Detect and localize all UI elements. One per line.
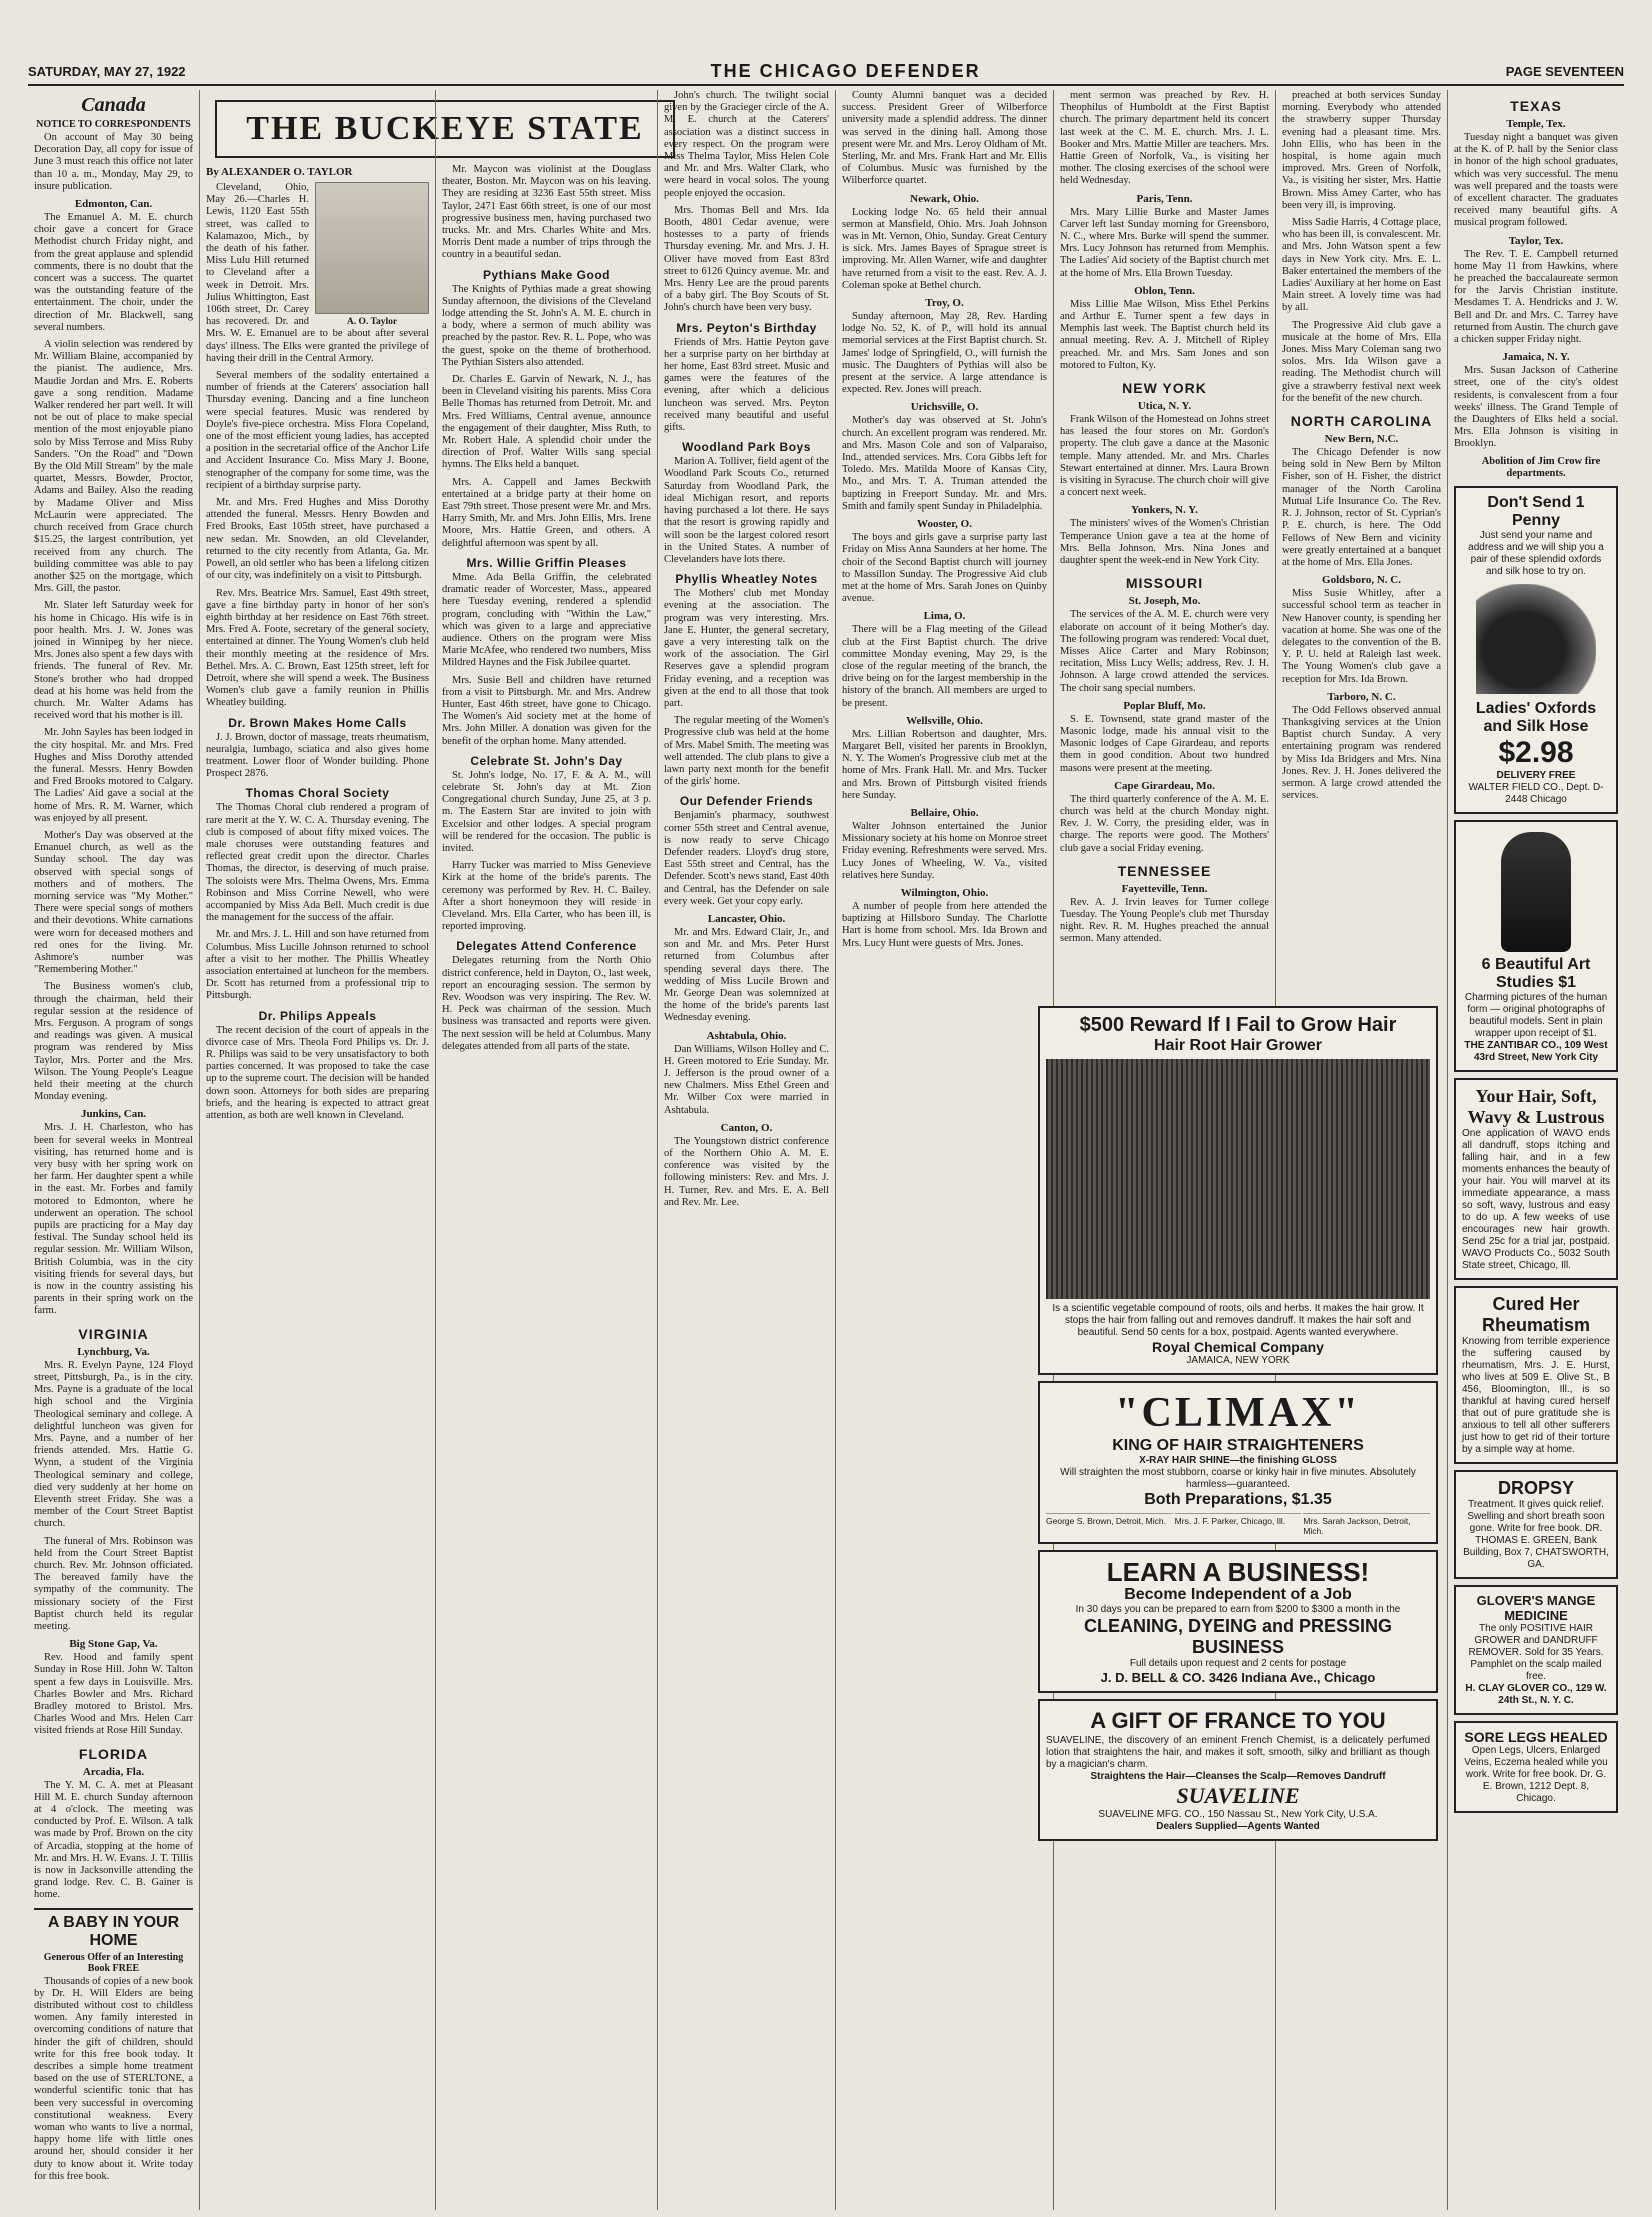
suaveline-ad (1038, 1699, 1438, 1841)
article-paragraph: J. J. Brown, doctor of massage, treats rheumatism, neuralgia, lumbago, sciatica and also gives home treatment. Lower floor of Wonder building. Phone Prospect 2876. (206, 731, 429, 780)
article-heading: Delegates Attend Conference (456, 939, 637, 954)
hair-ad-text: Is a scientific vegetable compound of roots, oils and herbs. It makes the hair grow. It stops the hair from falling out and removes dandruff. It makes the hair soft and beautiful. Send 50 cents for a box, postpaid. Agents wanted everywhere. (1052, 1303, 1424, 1338)
article-paragraph: Miss Susie Whitley, after a successful school term as teacher in New Hanover county, is spending her vacation at home. She was one of the delegates to the convention of the B. Y. P. U. held at Raleigh last week. The Young Women's club gave a reception for Mrs. Ida Brown. (1282, 588, 1441, 685)
article-paragraph: Harry Tucker was married to Miss Genevieve Kirk at the home of the bride's parents. The ceremony was performed by Rev. H. C. Bailey. After a short honeymoon they will reside in Cleveland. Mrs. Ella Carter, who has been ill, is reported improving. (442, 860, 651, 933)
article-heading: Pythians Make Good (482, 267, 611, 282)
dealer-list (1046, 1513, 1430, 1536)
column-2 (200, 90, 436, 2210)
suaveline-ad-text: SUAVELINE, the discovery of an eminent French Chemist, is a delicately perfumed lotion that straightens the hair, and makes it soft, smooth, silky and brilliant as though by a magician's charm. (1046, 1735, 1430, 1770)
town-heading: Temple, Tex. (1506, 118, 1566, 130)
article-paragraph: The ministers' wives of the Women's Christian Temperance Union gave a tea at the home of Mrs. Bella Johnson. Mrs. Nina Jones and daughter spent the week-end in New York City. (1060, 518, 1269, 567)
glover-ad-text: The only POSITIVE HAIR GROWER and DANDRUFF REMOVER. Sold for 35 Years. Pamphlet on the scalp mailed free. (1468, 1623, 1604, 1683)
glover-ad (1454, 1585, 1618, 1715)
masthead-date: SATURDAY, MAY 27, 1922 (28, 63, 186, 79)
baby-ad (34, 1908, 193, 2183)
article-paragraph: ment sermon was preached by Rev. H. Theophilus of Humboldt at the First Baptist church. The primary department held its concert last week at the C. M. E. church. Mrs. J. L. Booker and Mrs. Mattie Miller are teachers. Mrs. Hattie Green of Norfolk, Va., is visiting her mother. The closing exercises of the school were held Wednesday. (1060, 90, 1269, 187)
baby-ad-sub: Generous Offer of an Interesting Book FREE (43, 1951, 184, 1974)
town-heading: Jamaica, N. Y. (1502, 351, 1570, 364)
hair-grower-ad (1038, 1006, 1438, 1375)
notice-title: NOTICE TO CORRESPONDENTS (36, 119, 191, 130)
baby-ad-text: Thousands of copies of a new book by Dr. H. Will Elders are being distributed without cost to childless women. Any family interested in overcoming conditions of nature that hinder the gift of children, should write for this free book today. It describes a simple home treatment based on the use of STERLTONE, a wonderful scientific tonic that has been very successful in overcoming constitutional weakness. Every woman who wants to live a normal, happy home life with little ones around her, should consider it her duty to know about it. Write today for this free book. (34, 1975, 193, 2182)
article-paragraph: Mr. and Mrs. J. L. Hill and son have returned from Columbus. Miss Lucille Johnson returned to school after a visit to her mother. The Phillis Wheatley association entertained at luncheon for the members. Dr. Scott has returned from a professional trip to Pittsburgh. (206, 929, 429, 1002)
article-heading: Thomas Choral Society (245, 786, 390, 801)
masthead-page: PAGE SEVENTEEN (1505, 63, 1624, 79)
suaveline-brand: SUAVELINE (1176, 1783, 1300, 1808)
state-heading-north-carolina: NORTH CAROLINA (1290, 413, 1433, 430)
article-heading: Woodland Park Boys (682, 440, 811, 455)
dealer-entry: Mrs. Sarah Jackson, Detroit, Mich. (1303, 1513, 1430, 1536)
dealer-entry: George S. Brown, Detroit, Mich. (1046, 1513, 1173, 1536)
state-heading-new-york: NEW YORK (1122, 380, 1207, 397)
town-heading: Goldsboro, N. C. (1322, 574, 1401, 587)
article-paragraph: preached at both services Sunday morning. Everybody who attended the strawberry supper Thursday evening had a pleasant time. Mrs. John Ellis, who has been in the hospital, is home again much improved. Mrs. Green of Norfolk, Va., is visiting her sister, Mrs. Hattie Brown. Miss Amey Carter, who has been very ill, is improving. (1282, 90, 1441, 211)
masthead-title: THE CHICAGO DEFENDER (710, 60, 981, 81)
sore-legs-ad-title: SORE LEGS HEALED (1464, 1729, 1608, 1746)
sore-legs-ad (1454, 1721, 1618, 1813)
article-paragraph: Mrs. Thomas Bell and Mrs. Ida Booth, 4801 Cedar avenue, were hostesses to a party of friends Thursday evening. Mr. and Mrs. J. H. Oliver have moved from East 83rd street to 6126 Quincy avenue. Mr. and Mrs. Henry Lee are the proud parents of a baby girl. The Boy Scouts of St. John's church have been very busy. (664, 204, 829, 314)
town-heading: Ashtabula, Ohio. (706, 1029, 787, 1042)
shoes-ad (1454, 486, 1618, 814)
article-paragraph: The services of the A. M. E. church were very elaborate on account of it being Mother's day. The following program was rendered: Vocal duet, Misses Alice Carter and Mary Robinson; recitation, Miss Lucy Wells; address, Rev. J. H. Johnson. A large crowd attended the services. The choir sang special numbers. (1060, 609, 1269, 694)
wavo-ad (1454, 1078, 1618, 1280)
article-paragraph: S. E. Townsend, state grand master of the Masonic lodge, made his annual visit to the Masonic lodges of Cape Girardeau, and reports them in good condition. About two hundred masons were present at the meeting. (1060, 713, 1269, 774)
town-heading: Wellsville, Ohio. (906, 714, 983, 727)
town-heading: New Bern, N.C. (1324, 433, 1399, 446)
article-paragraph: The recent decision of the court of appeals in the divorce case of Mrs. Theola Ford Philips vs. Dr. J. R. Philips was said to be very unsatisfactory to both parties concerned. It was proposed to take the case up to the supreme court. The decision will be handed down soon. Attorneys for both sides are preparing briefs, and the hearing is expected to attract great attention, as both are well known in Cleveland. (206, 1024, 429, 1122)
town-heading: Cape Girardeau, Mo. (1114, 779, 1215, 792)
article-paragraph: Rev. Hood and family spent Sunday in Rose Hill. John W. Talton spent a few days in Louisville. Mrs. Charles Bowler and Mrs. Richard Bradley motored to Bristol. Mrs. Charles Wood and Mrs. Helen Carr visited friends at Rose Hill Sunday. (34, 1652, 193, 1737)
climax-ad-title: "CLIMAX" (1115, 1390, 1361, 1436)
article-paragraph: Miss Lillie Mae Wilson, Miss Ethel Perkins and Arthur E. Turner spent a few days in Memphis last week. The Baptist church held its annual meeting. Rev. A. J. Mitchell of Ripley preached. Mr. and Mrs. Sam Jones and son motored to Fulton, Ky. (1060, 298, 1269, 371)
figure-image (1501, 832, 1571, 952)
article-paragraph: Mrs. Lillian Robertson and daughter, Mrs. Margaret Bell, visited her parents in Brooklyn, N. Y. The Women's Progressive club met at the home of Mrs. Frank Hall. Mr. and Mrs. Tucker and Mrs. Brown of Pittsburgh visited friends here Sunday. (842, 728, 1047, 801)
state-heading-canada: Canada (81, 94, 146, 116)
glover-ad-company: H. CLAY GLOVER CO., 129 W. 24th St., N. Y. C. (1465, 1683, 1607, 1707)
town-heading: Lynchburg, Va. (77, 1345, 150, 1358)
business-ad-title: LEARN A BUSINESS! (1106, 1557, 1370, 1587)
column-1 (28, 90, 200, 2210)
wavo-ad-text: One application of WAVO ends all dandruff, stops itching and falling hair, and in a few moments enhances the beauty of your hair. You will marvel at its immediate appearance, a mass so soft, wavy, lustrous and easy to do up. A few weeks of use encourages new hair growth. Send 25c for a trial jar, postpaid. WAVO Products Co., 5032 South State street, Chicago, Ill. (1462, 1128, 1610, 1272)
rheumatism-ad-title: Cured Her Rheumatism (1481, 1294, 1591, 1336)
town-heading: Bellaire, Ohio. (910, 806, 979, 819)
climax-ad-text: Will straighten the most stubborn, coarse or kinky hair in five minutes. Absolutely harmless—guaranteed. (1060, 1467, 1416, 1490)
article-paragraph: The Chicago Defender is now being sold in New Bern by Milton Fisher, son of H. Fisher, the district manager of the North Carolina Mutual Life Insurance Co. The Rev. R. J. Johnson, rector of St. Cyprian's P. E. church, is here. The Odd Fellows of New Bern and vicinity were greatly entertained at a banquet at the home of Mrs. Ella Jones. (1282, 447, 1441, 568)
climax-ad (1038, 1381, 1438, 1544)
article-paragraph: Mrs. Susan Jackson of Catherine street, one of the city's oldest residents, is convalescent from a four weeks' illness. The Grand Temple of the Daughters of Elks held a social. Mrs. Ella Johnson is visiting in Brooklyn. (1454, 365, 1618, 450)
town-heading: Tarboro, N. C. (1327, 690, 1396, 703)
town-heading: Wilmington, Ohio. (900, 886, 989, 899)
state-heading-texas: TEXAS (1510, 98, 1562, 114)
article-paragraph: The Odd Fellows observed annual Thanksgiving services at the Union Baptist church Sunday. A very entertaining program was rendered by Miss Ida Bridgers and Mrs. Nina Jones. Rev. J. H. Jones delivered the sermon. A large crowd attended the services. (1282, 704, 1441, 802)
town-heading: Yonkers, N. Y. (1131, 504, 1198, 517)
climax-ad-price: Both Preparations, $1.35 (1144, 1491, 1332, 1508)
column-3 (436, 90, 658, 2210)
hair-ad-company: Royal Chemical Company (1152, 1339, 1324, 1355)
business-ad-company: J. D. BELL & CO. 3426 Indiana Ave., Chicago (1100, 1670, 1376, 1685)
dropsy-ad-text: Treatment. It gives quick relief. Swelling and short breath soon gone. Write for free book. DR. THOMAS E. GREEN, Bank Building, Box 7, CHATSWORTH, GA. (1463, 1499, 1609, 1571)
article-heading: Our Defender Friends (679, 794, 814, 809)
article-paragraph: Marion A. Tolliver, field agent of the Woodland Park Scouts Co., returned Saturday from Woodland Park, the ideal Michigan resort, and reports having purchased a lot there. He says that the resort is growing rapidly and will soon be the largest colored resort in the United States. A number of Clevelanders have lots there. (664, 456, 829, 565)
suaveline-ad-tagline: Straightens the Hair—Cleanses the Scalp—Removes Dandruff (1090, 1771, 1386, 1782)
rheumatism-ad (1454, 1286, 1618, 1464)
town-heading: Urichsville, O. (910, 401, 979, 414)
hair-ad-headline: $500 Reward If I Fail to Grow Hair (1079, 1014, 1397, 1036)
article-paragraph: Friends of Mrs. Hattie Peyton gave her a surprise party on her birthday at her home, East 83rd street. Music and games were the features of the evening, after which a delicious luncheon was served. Mrs. Peyton received many beautiful and useful gifts. (664, 336, 829, 434)
glover-ad-title: GLOVER'S MANGE MEDICINE (1476, 1593, 1596, 1624)
article-paragraph: The Rev. T. E. Campbell returned home May 11 from Hawkins, where he preached the baccalaureate sermon for the Jarvis Christian institute. Mesdames T. A. Hendricks and J. W. Bell and Dr. and Mrs. C. Tarrey have returned from Austin. The church gave a chicken supper Friday night. (1454, 248, 1618, 346)
dealer-entry: Mrs. J. F. Parker, Chicago, Ill. (1175, 1513, 1302, 1536)
byline: By ALEXANDER O. TAYLOR (206, 166, 353, 178)
article-paragraph: Mr. Maycon was violinist at the Douglass theater, Boston. Mr. Maycon was on his leaving. They are residing at 3236 East 55th street. Miss Taylor, 2471 East 66th street, is one of our most progressive business men, having purchased two trucks. Mr. and Mrs. Charles White and Mrs. Morris Dent made a number of trips through the country in a beautiful sedan. (442, 164, 651, 261)
town-heading: Oblon, Tenn. (1134, 284, 1195, 297)
column-4 (658, 90, 836, 2210)
article-paragraph: Sunday afternoon, May 28, Rev. Harding lodge No. 52, K. of P., will hold its annual memorial services at the First Baptist church. St. James' lodge of Springfield, O., will furnish the music. The Daughters of Pythias will also be present at the service. A large attendance is expected. Rev. Jones will preach. (842, 311, 1047, 396)
long-hair-image (1046, 1059, 1430, 1299)
section-banner: THE BUCKEYE STATE (215, 100, 675, 158)
article-heading: Dr. Philips Appeals (258, 1008, 377, 1023)
shoes-ad-title: Don't Send 1 Penny (1487, 494, 1585, 530)
article-paragraph: Frank Wilson of the Homestead on Johns street has leased the four stores on Mr. Gordon's property. The club gave a dance at the Masonic temple. Many attended. Mr. and Mrs. Charles Stewart entertained at dinner. Mrs. Laura Brown is visiting in Syracuse. The church choir will give a concert next week. (1060, 414, 1269, 499)
article-paragraph: Mr. and Mrs. Fred Hughes and Miss Dorothy attended the funeral. Messrs. Henry Bowden and Fred Brooks, East 105th street, have purchased a new sedan. Mr. Snowden, an old Clevelander, returned to the city recently from Atlanta, Ga. Mr. Powell, an old settler who has been a lifelong citizen of our city, was indefinitely on a visit to Pittsburgh. (206, 497, 429, 582)
article-heading: Mrs. Willie Griffin Pleases (466, 555, 627, 570)
article-paragraph: County Alumni banquet was a decided success. President Greer of Wilberforce university made a splendid address. The dinner was served in the dining hall. Among those present were Mr. and Mrs. Leroy Oldham of Mt. Sterling, Mr. and Mrs. Frank Hart and Mr. Ellis of Columbus. Music was furnished by the Wilberforce quartet. (842, 90, 1047, 187)
shoes-ad-delivery: DELIVERY FREE (1496, 770, 1576, 782)
town-heading: Utica, N. Y. (1137, 400, 1192, 413)
climax-ad-sub2: X-RAY HAIR SHINE—the finishing GLOSS (1139, 1455, 1337, 1466)
article-heading: Celebrate St. John's Day (470, 753, 623, 768)
article-paragraph: Mother's Day was observed at the Emanuel church, as well as the Sunday school. The day was observed with special songs of mothers and of mothers. The morning service was "My Mother." There were special songs of mothers and their devotions. White carnations were worn for deceased mothers and red ones for the living. Mr. Ashmore's number was "Remembering Mother." (34, 829, 193, 976)
article-paragraph: Cleveland, Ohio, May 26.—Charles H. Lewis, 1120 East 55th street, was called to Kalamazoo, Mich., by the death of his father. Miss Lulu Hill returned to Cleveland after a week in Detroit. Mrs. Julius Whittington, East 106th street, Dr. Carey has recovered. Dr. and Mrs. W. E. Emanuel are to be about after several days' illness. The Elks were granted the privilege of having their drill in the Central Armory. (206, 182, 429, 364)
article-paragraph: The Progressive Aid club gave a musicale at the home of Mrs. Ella Jones. Miss Mary Coleman sang two solos. Mrs. Ida Wilson gave a reading. The Methodist church will give a strawberry festival next week for the benefit of the new church. (1282, 319, 1441, 404)
shoes-ad-product: Ladies' Oxfords and Silk Hose (1475, 700, 1597, 736)
article-paragraph: Mother's day was observed at St. John's church. An excellent program was rendered. Mr. and Mrs. Mason Cole and son of Valparaiso, Ind., attended services. Mrs. Cora Gibbs left for Toledo. Mrs. Matilda Moore of Kansas City, Mo., and Mrs. T. A. Truman attended the baptizing in Freeport Sunday. Mr. and Mrs. Smith and family spent Sunday in Philadelphia. (842, 415, 1047, 512)
portrait-caption: A. O. Taylor (346, 317, 398, 327)
town-heading: Junkins, Can. (80, 1108, 147, 1121)
article-paragraph: The third quarterly conference of the A. M. E. church was held at the church Monday night. Rev. J. W. Corry, the presiding elder, was in charge. The reports were good. The Mothers' club gave a social Friday evening. (1060, 793, 1269, 854)
article-paragraph: Locking lodge No. 65 held their annual sermon at Mansfield, Ohio. Mrs. Joah Johnson was in Mt. Vernon, Ohio, Sunday. Great Century is sick. Mrs. James Bayes of Sprague street is improving. Mr. Allen Warner, wife and daughter have returned from a visit to the east. Rev. A. J. Coleman spoke at Bethel church. (842, 206, 1047, 291)
article-paragraph: Tuesday night a banquet was given at the K. of P. hall by the Senior class in honor of the high school graduates, which was very successful. The menu was well prepared and the toasts were of excellent character. The graduates received many beautiful gifts. A musical program followed. (1454, 132, 1618, 229)
masthead (28, 58, 1624, 86)
notice-text: On account of May 30 being Decoration Day, all copy for issue of June 3 must reach this office not later than 10 a. m., Monday, May 29, to insure publication. (34, 132, 193, 192)
state-heading-missouri: MISSOURI (1125, 575, 1204, 592)
article-paragraph: The Thomas Choral club rendered a program of rare merit at the Y. W. C. A. Thursday evening. The club is composed of about fifty mixed voices. The male choruses were outstanding features and reflected great credit upon the director. Charles Thomas, the director, is deserving of much praise. The soloists were Mrs. Thelma Owens, Mrs. Emma Robinson and Miss Corrine Newell, who were accompanied by Miss Ada Bell. Much credit is due the management for the success of the affair. (206, 802, 429, 924)
shoes-ad-price: $2.98 (1498, 736, 1574, 770)
town-heading: Lancaster, Ohio. (707, 912, 786, 925)
town-heading: Wooster, O. (917, 518, 972, 531)
article-paragraph: Mrs. R. Evelyn Payne, 124 Floyd street, Pittsburgh, Pa., is in the city. Mrs. Payne is a graduate of the local high school and the Virginia Theological seminary and college. A delightful luncheon was given for Mrs. Payne, and a number of her friends attended. Mrs. Hattie G. Wynn, a student of the Virginia Theological seminary and college, died very suddenly at her home on Eleventh street Friday. She was a member of the Court Street Baptist church. (34, 1359, 193, 1530)
town-heading: St. Joseph, Mo. (1128, 595, 1201, 608)
shoe-image (1476, 584, 1596, 694)
article-paragraph: Benjamin's pharmacy, southwest corner 55th street and Central avenue, is now ready to serve Chicago Defender readers. Lloyd's drug store, East 55th street and Central, has the Defender. Scott's news stand, East 40th and Central, has the Defender on sale every week. Get your copy early. (664, 810, 829, 907)
column-8 (1448, 90, 1624, 2210)
wavo-ad-title: Your Hair, Soft, Wavy & Lustrous (1467, 1086, 1605, 1128)
article-heading: Mrs. Peyton's Birthday (676, 320, 817, 335)
article-paragraph: Rev. Mrs. Beatrice Mrs. Samuel, East 49th street, gave a fine birthday party in honor of her son's eighth birthday at her residence on East 76th street. Mrs. Fred A. Foote, secretary of the general society, entertained at dinner. The Young Women's club held their monthly meeting at the residence of Mrs. Bethel. Mrs. A. C. Brown, East 125th street, left for Detroit, where she will spend a week. The Business Women's club gave a family reunion in Phillis Wheatley building. (206, 587, 429, 709)
image-caption: Abolition of Jim Crow fire departments. (1481, 455, 1601, 479)
article-paragraph: Dr. Charles E. Garvin of Newark, N. J., has been in Cleveland visiting his parents. Miss Cora Belle Thomas has returned from Detroit. Mr. and Mrs. Fred Williams, Central avenue, announce the engagement of their daughter, Miss Ruth, to Mr. Robert Hale. A splendid choir under the direction of Prof. Walter Wills sang special hymns. The Elks held a banquet. (442, 374, 651, 471)
art-ad-title: 6 Beautiful Art Studies $1 (1481, 956, 1591, 992)
dropsy-ad (1454, 1470, 1618, 1579)
art-ad-company: THE ZANTIBAR CO., 109 West 43rd Street, New York City (1464, 1040, 1608, 1064)
article-paragraph: Mrs. Susie Bell and children have returned from a visit to Pittsburgh. Mr. and Mrs. Andrew Hunter, East 46th street, have gone to Chicago. The Women's Aid society met at the home of Mrs. John Miller. A donation was given for the benefit of the orphan home. Many attended. (442, 674, 651, 747)
article-heading: Phyllis Wheatley Notes (675, 572, 818, 587)
article-paragraph: The Youngstown district conference of the Northern Ohio A. M. E. conference was visited by the following ministers: Rev. and Mrs. J. H. Turner, Rev. and Mrs. E. A. Bell and Rev. Mr. Lee. (664, 1135, 829, 1208)
article-paragraph: Mme. Ada Bella Griffin, the celebrated dramatic reader of Worcester, Mass., appeared here Tuesday evening, rendered a splendid program, concluding with "Within the Law," which was given to a large and appreciative audience. Others on the program were Miss Marie McAfee, who rendered two numbers, Miss Mildred Haynes and the Fisk Jubilee quartet. (442, 571, 651, 669)
town-heading: Newark, Ohio. (910, 192, 979, 205)
article-paragraph: A violin selection was rendered by Mr. William Blaine, accompanied by the pianist. The audience, Mrs. Maudie Jordan and Mrs. E. Roberts gave a song rendition. Madame Walker rendered her part well. It will not be out of place to make special mention of the most enjoyable piano solo by Miss Terrose and Miss Ruby Sanders. "On the Road" and "Down By the Old Mill Stream" by the male quartet, Messrs. Bowder, Proctor, Adams and Bailey. Also the reading by Madame Oliver and Miss McLaurin were appreciated. The church received from Grace church $15.25, the largest contribution, yet received from any church. The building committee was able to pay another $25 on the mortgage, which Mrs. Gill, the pastor. (34, 339, 193, 595)
business-ad-line3: CLEANING, DYEING and PRESSING BUSINESS (1083, 1616, 1393, 1657)
center-ads (1038, 1000, 1438, 1847)
article-paragraph: Mrs. J. H. Charleston, who has been for several weeks in Montreal visiting, has returned home and is very busy with her spring work on her farm. Her daughter spent a while in the east. Mr. Forbes and family motored to Edmonton, where he underwent an operation. The school pupils are practicing for a May day festival. The Sunday school held its regular session. Mr. William Wilson, British Columbia, was in the city visiting friends for several days, but is now in the country assisting his parents in their spring work on the farm. (34, 1122, 193, 1317)
art-ad-text: Charming pictures of the human form — original photographs of beautiful models. Sent in plain wrapper upon receipt of $1. (1464, 992, 1608, 1040)
town-heading: Canton, O. (720, 1121, 773, 1134)
state-heading-virginia: VIRGINIA (78, 1325, 149, 1342)
town-heading: Big Stone Gap, Va. (69, 1638, 158, 1651)
town-heading: Arcadia, Fla. (82, 1765, 145, 1778)
shoes-ad-text: Just send your name and address and we will ship you a pair of these splendid oxfords and silk hose to try on. (1468, 530, 1604, 578)
town-heading: Taylor, Tex. (1508, 234, 1564, 247)
business-ad-line1: Become Independent of a Job (1124, 1586, 1352, 1603)
article-paragraph: The Mothers' club met Monday evening at the association. The program was very interesting. Mrs. Jane E. Hunter, the general secretary, gave a very interesting talk on the work of the association. The Girl Reserves gave a splendid program Friday evening, and a reception was given at the end to all those that took part. (664, 588, 829, 709)
article-paragraph: Mr. John Sayles has been lodged in the city hospital. Mr. and Mrs. Fred Hughes and Miss Dorothy attended the funeral. Messrs. Henry Bowden and Fred Brooks motored to Calgary. The Ladies' Aid gave a social at the home of Mrs. R. M. Warner, which was enjoyed by all present. (34, 727, 193, 824)
article-paragraph: The regular meeting of the Women's Progressive club was held at the home of Mrs. Mabel Smith. The meeting was well attended. The club plans to give a lawn party next month for the benefit of the girls' home. (664, 715, 829, 788)
hair-ad-product: Hair Root Hair Grower (1153, 1037, 1323, 1054)
sore-legs-ad-text: Open Legs, Ulcers, Enlarged Veins, Eczema healed while you work. Write for free book. Dr. G. E. Brown, 1212 Dept. 8, Chicago. (1464, 1745, 1608, 1805)
art-studies-ad (1454, 820, 1618, 1072)
article-paragraph: John's church. The twilight social given by the Gracieger circle of the A. M. E. church at the Caterers' association was a distinct success in every respect. On the program were Miss Thelma Taylor, Miss Helen Cole and Mr. and Mrs. Walter Clark, who were heard in vocal solos. The young people enjoyed the occasion. (664, 90, 829, 199)
climax-ad-sub: KING OF HAIR STRAIGHTENERS (1112, 1437, 1364, 1454)
business-ad-line2: In 30 days you can be prepared to earn from $200 to $300 a month in the (1075, 1604, 1401, 1615)
hair-ad-address: JAMAICA, NEW YORK (1186, 1355, 1290, 1366)
column-5 (836, 90, 1054, 2210)
town-heading: Lima, O. (923, 610, 966, 623)
article-paragraph: St. John's lodge, No. 17, F. & A. M., will celebrate St. John's day at Mt. Zion Congregational church Sunday, June 25, at 3 p. m. The Eastern Star are invited to join with Excelsior and other lodges. A special program will be rendered for the occasion. The public is invited. (442, 769, 651, 854)
article-paragraph: The Y. M. C. A. met at Pleasant Hill M. E. church Sunday afternoon at 4 o'clock. The meeting was conducted by Prof. E. Wilson. A talk was made by Prof. Brown on the city of Arcadia, stopping at the home of Mr. and Mrs. H. W. Evans. J. T. Tillis is now in Jacksonville attending the grand lodge. Rev. C. B. Gainer is home. (34, 1779, 193, 1901)
suaveline-ad-agents: Dealers Supplied—Agents Wanted (1156, 1821, 1320, 1832)
article-paragraph: The boys and girls gave a surprise party last Friday on Miss Anna Saunders at her home. The choir of the Second Baptist church will journey to Massillon Sunday. The Progressive Aid club met at the home of Mrs. Sarah Jones on Quinby avenue. (842, 532, 1047, 605)
article-paragraph: Miss Sadie Harris, 4 Cottage place, who has been ill, is convalescent. Mr. and Mrs. John Watson spent a few days in New York city. Mrs. E. L. Baker entertained the members of the Ladies' Auxiliary at her home on East Main street. A lovely time was had by all. (1282, 217, 1441, 314)
suaveline-ad-title: A GIFT OF FRANCE TO YOU (1090, 1708, 1386, 1733)
business-ad (1038, 1550, 1438, 1693)
town-heading: Paris, Tenn. (1136, 192, 1193, 205)
article-paragraph: Mr. and Mrs. Edward Clair, Jr., and son and Mr. and Mrs. Peter Hurst returned from Columbus after spending several days there. The wedding of Miss Lucile Brown and Mr. George Dean was solemnized at the home of the bride's parents last Wednesday evening. (664, 926, 829, 1024)
author-portrait (315, 182, 429, 327)
article-paragraph: Several members of the sodality entertained a number of friends at the Caterers' association hall Thursday evening. Dancing and a fine luncheon were special features. Music was rendered by Doyle's five-piece orchestra. Miss Flora Copeland, one of the most efficient young ladies, has accepted a position in the secretarial office of the Anchor Life and Accident Insurance Co. Miss Mary J. Boone, stenographer of the company for some time, was the recipient of a birthday surprise party. (206, 370, 429, 491)
town-heading: Poplar Bluff, Mo. (1123, 699, 1206, 712)
article-paragraph: The Knights of Pythias made a great showing Sunday afternoon, the divisions of the Cleveland lodge attending the St. John's A. M. E. church in a body, where a sermon of much ability was preached by the pastor. Rev. R. L. Pope, who was the guest, spoke on the theme of brotherhood. The Pythian Sisters also attended. (442, 283, 651, 368)
article-paragraph: Mrs. A. Cappell and James Beckwith entertained at a bridge party at their home on East 79th street. Those present were Mr. and Mrs. Harry Smith, Mr. and Mrs. John Ellis, Mrs. Irene Moore, Mrs. Hattie Green, and others. A delightful afternoon was spent by all. (442, 476, 651, 549)
article-paragraph: Mrs. Mary Lillie Burke and Master James Carver left last Sunday morning for Greensboro, N. C., where Mrs. Burke will spend the summer. Mrs. Lucy Johnson has returned from Memphis. The Ladies' Aid society of the Baptist church met at the home of Mrs. Ella Brown Tuesday. (1060, 206, 1269, 279)
article-paragraph: The Business women's club, through the chairman, held their regular session at the residence of Mrs. Ferguson. A program of songs and readings was given. A musical program was rendered by Miss Taylor, Mrs. Porter and the Mrs. Wilson. The Young People's League held their meeting at the church Monday evening. (34, 981, 193, 1103)
town-heading: Fayetteville, Tenn. (1121, 882, 1208, 895)
town-heading: Troy, O. (925, 297, 964, 310)
state-heading-florida: FLORIDA (78, 1745, 149, 1762)
rheumatism-ad-text: Knowing from terrible experience the suffering caused by rheumatism, Mrs. J. E. Hurst, who lives at 509 E. Olive St., B 456, Bloomington, Ill., is so thankful at having cured herself that out of pure gratitude she is anxious to tell all other sufferers just how to get rid of their torture by a simple way at home. (1462, 1336, 1610, 1456)
article-paragraph: Rev. A. J. Irvin leaves for Turner college Tuesday. The Young People's club met Thursday night. Rev. R. M. Hughes preached the annual sermon. Many attended. (1060, 896, 1269, 945)
article-heading: Dr. Brown Makes Home Calls (228, 715, 407, 730)
baby-ad-title: A BABY IN YOUR HOME (47, 1913, 180, 1949)
article-paragraph: A number of people from here attended the baptizing at Hillsboro Sunday. The Charlotte Hart is home from school. Mrs. Ida Brown and Mrs. Lucy Hunt were guests of Mrs. Jones. (842, 900, 1047, 949)
article-paragraph: Walter Johnson entertained the Junior Missionary society at his home on Monroe street Friday evening. Refreshments were served. Mrs. Lucy Jones of Wheeling, W. Va., visited relatives here Sunday. (842, 820, 1048, 881)
business-ad-line4: Full details upon request and 2 cents for postage (1129, 1658, 1347, 1669)
article-paragraph: Delegates returning from the North Ohio district conference, held in Dayton, O., last week, report an encouraging session. The sermon by Rev. Woodson was very inspiring. The Rev. W. H. Peck was chairman of the session. Much business was transacted and reports were given. The next session will be held at Columbus. Many delegates attended from all parts of the state. (442, 955, 651, 1052)
town-heading: Edmonton, Can. (74, 198, 153, 211)
state-heading-tennessee: TENNESSEE (1117, 862, 1212, 879)
article-paragraph: Dan Williams, Wilson Holley and C. H. Green motored to Erie Sunday. Mr. J. Jefferson is the proud owner of a new Chalmers. Miss Ethel Green and Mr. Wilber Cox were married in Ashtabula. (664, 1043, 829, 1116)
dropsy-ad-title: DROPSY (1497, 1478, 1575, 1499)
article-paragraph: The Emanuel A. M. E. church choir gave a concert for Grace Methodist church Friday night, and from the great applause and splendid comments, there is no doubt that the concert was a success. The quartet was the outstanding feature of the entertainment. The choir, under the direction of Mr. Blackwell, sang several numbers. (34, 212, 193, 333)
shoes-ad-company: WALTER FIELD CO., Dept. D-2448 Chicago (1468, 782, 1604, 806)
article-paragraph: The funeral of Mrs. Robinson was held from the Court Street Baptist church. Rev. Mr. Johnson officiated. The bereaved family have the sympathy of the community. The missionary society of the First Baptist church held its regular meeting. (34, 1535, 193, 1632)
article-paragraph: Mr. Slater left Saturday week for his home in Chicago. His wife is in poor health. Mrs. J. W. Jones was joined in Winnipeg by her niece. Mrs. Jones also spent a few days with friends. The funeral of Rev. Mr. Stone's brother who had dropped dead at his home was held from the church. Mr. Walter Adams has received word that his mother is ill. (34, 600, 193, 722)
suaveline-ad-company: SUAVELINE MFG. CO., 150 Nassau St., New York City, U.S.A. (1098, 1809, 1378, 1820)
article-paragraph: There will be a Flag meeting of the Gilead club at the First Baptist church. The drive committee Monday evening, May 29, is the close of the regular meeting of the branch, the drive being on for the largest membership in the history of the branch. All members are urged to be present. (842, 624, 1047, 709)
